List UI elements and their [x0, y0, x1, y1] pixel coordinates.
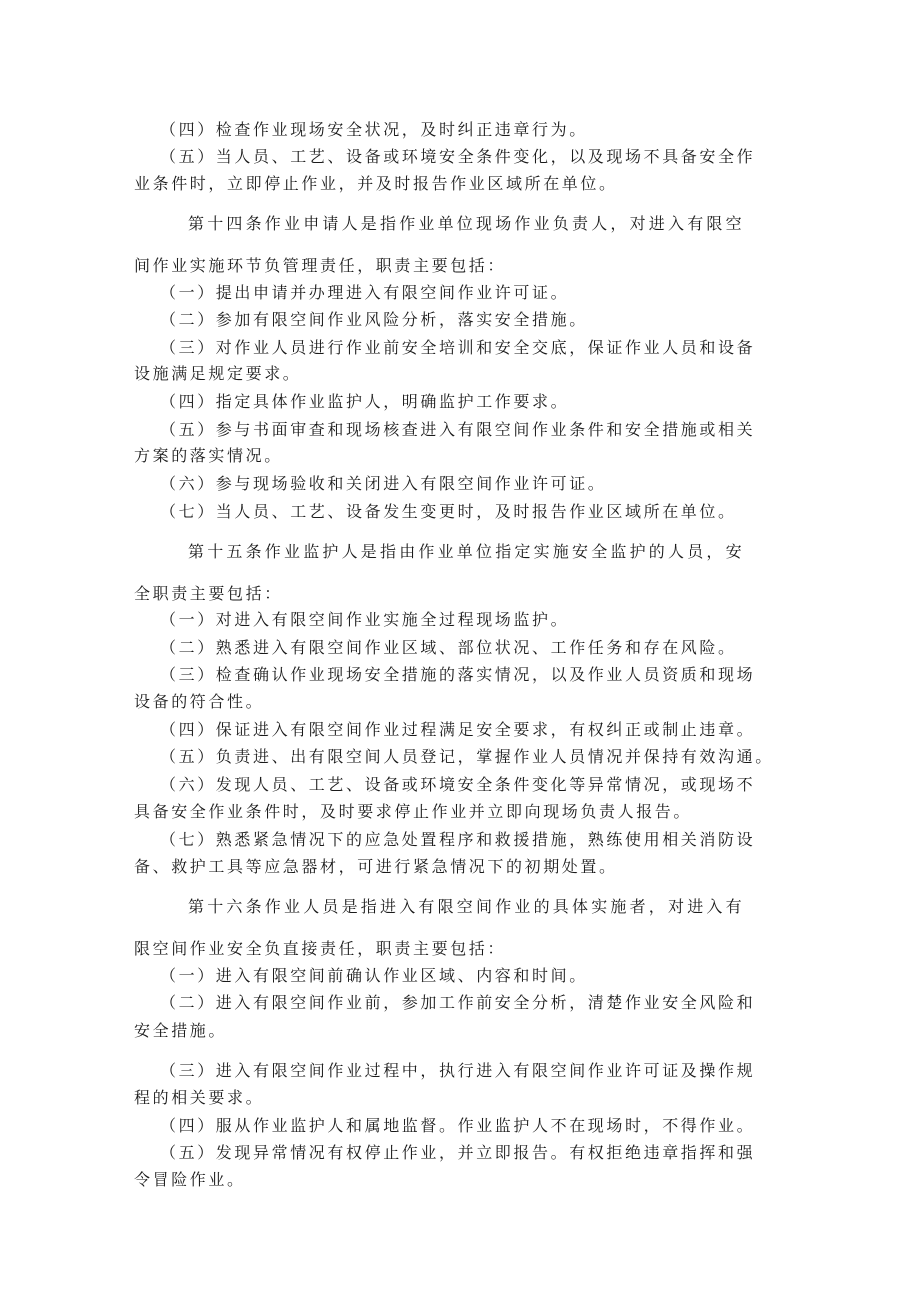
paragraph-continuation: 设施满足规定要求。	[134, 364, 302, 383]
paragraph-continuation: 全职责主要包括：	[134, 584, 283, 603]
list-item: （六）发现人员、工艺、设备或环境安全条件变化等异常情况，或现场不	[160, 775, 756, 794]
list-item: （四）保证进入有限空间作业过程满足安全要求，有权纠正或制止违章。	[160, 720, 756, 739]
list-item: （五）当人员、工艺、设备或环境安全条件变化，以及现场不具备安全作	[160, 147, 756, 166]
list-item: （四）指定具体作业监护人，明确监护工作要求。	[160, 392, 570, 411]
list-item: （五）负责进、出有限空间人员登记，掌握作业人员情况并保持有效沟通。	[160, 747, 774, 766]
list-item: （四）检查作业现场安全状况，及时纠正违章行为。	[160, 120, 588, 139]
article-heading: 第十四条作业申请人是指作业单位现场作业负责人，对进入有限空	[188, 214, 745, 233]
list-item: （一）提出申请并办理进入有限空间作业许可证。	[160, 283, 570, 302]
paragraph-continuation: 设备的符合性。	[134, 692, 265, 711]
list-item: （二）参加有限空间作业风险分析，落实安全措施。	[160, 310, 588, 329]
list-item: （四）服从作业监护人和属地监督。作业监护人不在现场时，不得作业。	[160, 1116, 756, 1135]
paragraph-continuation: 限空间作业安全负直接责任，职责主要包括：	[134, 939, 507, 958]
paragraph-continuation: 业条件时，立即停止作业，并及时报告作业区域所在单位。	[134, 174, 618, 193]
paragraph-continuation: 方案的落实情况。	[134, 446, 283, 465]
article-heading: 第十六条作业人员是指进入有限空间作业的具体实施者，对进入有	[188, 897, 745, 916]
list-item: （一）进入有限空间前确认作业区域、内容和时间。	[160, 966, 588, 985]
paragraph-continuation: 令冒险作业。	[134, 1170, 246, 1189]
list-item: （二）熟悉进入有限空间作业区域、部位状况、工作任务和存在风险。	[160, 638, 737, 657]
list-item: （三）进入有限空间作业过程中，执行进入有限空间作业许可证及操作规	[160, 1061, 756, 1080]
list-item: （五）参与书面审查和现场核查进入有限空间作业条件和安全措施或相关	[160, 420, 756, 439]
paragraph-continuation: 备、救护工具等应急器材，可进行紧急情况下的初期处置。	[134, 857, 618, 876]
paragraph-continuation: 程的相关要求。	[134, 1088, 265, 1107]
list-item: （一）对进入有限空间作业实施全过程现场监护。	[160, 610, 570, 629]
list-item: （七）当人员、工艺、设备发生变更时，及时报告作业区域所在单位。	[160, 502, 737, 521]
list-item: （六）参与现场验收和关闭进入有限空间作业许可证。	[160, 474, 607, 493]
paragraph-continuation: 间作业实施环节负管理责任，职责主要包括：	[134, 256, 507, 275]
article-heading: 第十五条作业监护人是指由作业单位指定实施安全监护的人员，安	[188, 542, 745, 561]
paragraph-continuation: 具备安全作业条件时，及时要求停止作业并立即向现场负责人报告。	[134, 802, 693, 821]
list-item: （二）进入有限空间作业前，参加工作前安全分析，清楚作业安全风险和	[160, 993, 756, 1012]
paragraph-continuation: 安全措施。	[134, 1021, 228, 1040]
list-item: （三）对作业人员进行作业前安全培训和安全交底，保证作业人员和设备	[160, 338, 756, 357]
list-item: （五）发现异常情况有权停止作业，并立即报告。有权拒绝违章指挥和强	[160, 1143, 756, 1162]
list-item: （七）熟悉紧急情况下的应急处置程序和救援措施，熟练使用相关消防设	[160, 830, 756, 849]
list-item: （三）检查确认作业现场安全措施的落实情况，以及作业人员资质和现场	[160, 665, 756, 684]
